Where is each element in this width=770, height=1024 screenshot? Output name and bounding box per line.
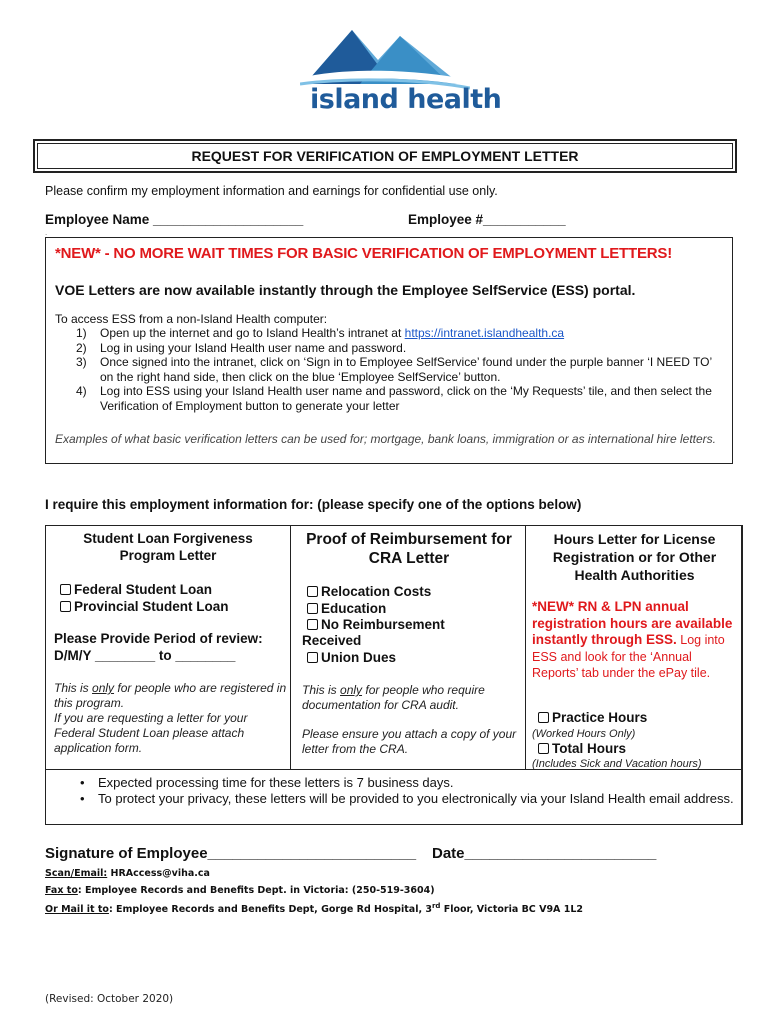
- student-loan-note-2: If you are requesting a letter for your Federal Student Loan please attach application form.: [54, 711, 248, 755]
- intranet-link[interactable]: https://intranet.islandhealth.ca: [404, 326, 565, 340]
- cra-header: Proof of Reimbursement for CRA Letter: [306, 531, 512, 567]
- student-loan-header: Student Loan Forgiveness Program Letter: [83, 531, 253, 563]
- step-item: 3) Once signed into the intranet, click on ‘Sign in to Employee SelfService’ found under the purple banner ‘I NEED TO’ on the right hand side, then click on the blue ‘Employee SelfService’ button.: [76, 355, 712, 384]
- cra-note: This is only for people who require documentation for CRA audit.: [302, 683, 485, 712]
- practice-hours-option[interactable]: Practice Hours: [538, 710, 647, 725]
- union-dues-option[interactable]: Union Dues: [307, 650, 396, 665]
- step-item: 4) Log into ESS using your Island Health user name and password, click on the ‘My Requests’ tile, and then select the Verification of Employment button to generate your letter: [76, 384, 712, 413]
- checkbox-icon[interactable]: [538, 712, 549, 723]
- checkbox-icon[interactable]: [60, 584, 71, 595]
- title-box: [33, 139, 737, 173]
- checkbox-icon[interactable]: [307, 586, 318, 597]
- ess-subheadline: VOE Letters are now available instantly through the Employee SelfService (ESS) portal.: [55, 282, 636, 298]
- option-hours-letter: [525, 525, 742, 770]
- period-label: Please Provide Period of review:: [54, 631, 263, 646]
- checkbox-icon[interactable]: [307, 652, 318, 663]
- checkbox-icon[interactable]: [307, 619, 318, 630]
- period-value[interactable]: D/M/Y ________ to ________: [54, 648, 236, 663]
- access-intro: To access ESS from a non-Island Health computer:: [55, 312, 328, 326]
- step-item: 2) Log in using your Island Health user name and password.: [76, 340, 407, 355]
- student-loan-note: This is only for people who are registered in this program.: [54, 681, 287, 710]
- option-student-loan: [45, 525, 291, 770]
- scan-email-line: Scan/Email: HRAccess@viha.ca: [45, 868, 210, 879]
- practice-hours-note: (Worked Hours Only): [532, 728, 636, 740]
- step-item: 1) Open up the internet and go to Island Health’s intranet at https://intranet.islandhealth.ca: [76, 326, 565, 340]
- fax-line: Fax to: Employee Records and Benefits Dept. in Victoria: (250-519-3604): [45, 885, 435, 896]
- revision-note: (Revised: October 2020): [45, 993, 174, 1005]
- logo-wordmark: island health: [310, 84, 502, 115]
- provincial-student-loan-option[interactable]: Provincial Student Loan: [60, 599, 229, 614]
- total-hours-option[interactable]: Total Hours: [538, 741, 626, 756]
- relocation-costs-option[interactable]: Relocation Costs: [307, 584, 431, 599]
- ess-notice-box: [45, 237, 733, 464]
- employee-number-field[interactable]: Employee #___________: [408, 212, 566, 227]
- require-label: I require this employment information for: (please specify one of the options below): [45, 497, 582, 512]
- marker: .: [45, 228, 48, 237]
- rn-lpn-notice: *NEW* RN & LPN annual registration hours are available instantly through ESS. Log into ESS and look for the ‘Annual Reports’ tab under the ePay tile.: [532, 599, 733, 680]
- signature-field[interactable]: Signature of Employee_________________________: [45, 845, 417, 862]
- access-steps: [55, 326, 725, 413]
- employee-name-field[interactable]: Employee Name ____________________: [45, 212, 304, 227]
- cra-note-2: Please ensure you attach a copy of your letter from the CRA.: [302, 727, 517, 756]
- date-field[interactable]: Date_______________________: [432, 845, 657, 862]
- hours-letter-header: Hours Letter for License Registration or for Other Health Authorities: [552, 531, 717, 583]
- intro-text: Please confirm my employment information and earnings for confidential use only.: [45, 184, 498, 198]
- education-option[interactable]: Education: [307, 601, 386, 616]
- new-headline: *NEW* - NO MORE WAIT TIMES FOR BASIC VERIFICATION OF EMPLOYMENT LETTERS!: [55, 245, 672, 262]
- mail-line: Or Mail it to: Employee Records and Benefits Dept, Gorge Rd Hospital, 3rd Floor, Victoria BC V9A 1L2: [45, 902, 583, 916]
- checkbox-icon[interactable]: [538, 743, 549, 754]
- option-cra: [290, 525, 526, 770]
- list-item: • Expected processing time for these letters is 7 business days.: [80, 775, 740, 791]
- options-table: [45, 525, 742, 825]
- processing-notes: [45, 769, 742, 825]
- checkbox-icon[interactable]: [60, 601, 71, 612]
- total-hours-note: (Includes Sick and Vacation hours): [532, 758, 702, 770]
- no-reimbursement-option[interactable]: No Reimbursement: [307, 617, 445, 632]
- list-item: • To protect your privacy, these letters will be provided to you electronically via your Island Health email address.: [80, 791, 740, 807]
- checkbox-icon[interactable]: [307, 603, 318, 614]
- page-title: REQUEST FOR VERIFICATION OF EMPLOYMENT LETTER: [191, 148, 579, 164]
- federal-student-loan-option[interactable]: Federal Student Loan: [60, 582, 212, 597]
- processing-bullets: [80, 775, 740, 807]
- examples-text: Examples of what basic verification letters can be used for; mortgage, bank loans, immigration or as international hire letters.: [55, 432, 716, 446]
- received-label: Received: [302, 633, 362, 648]
